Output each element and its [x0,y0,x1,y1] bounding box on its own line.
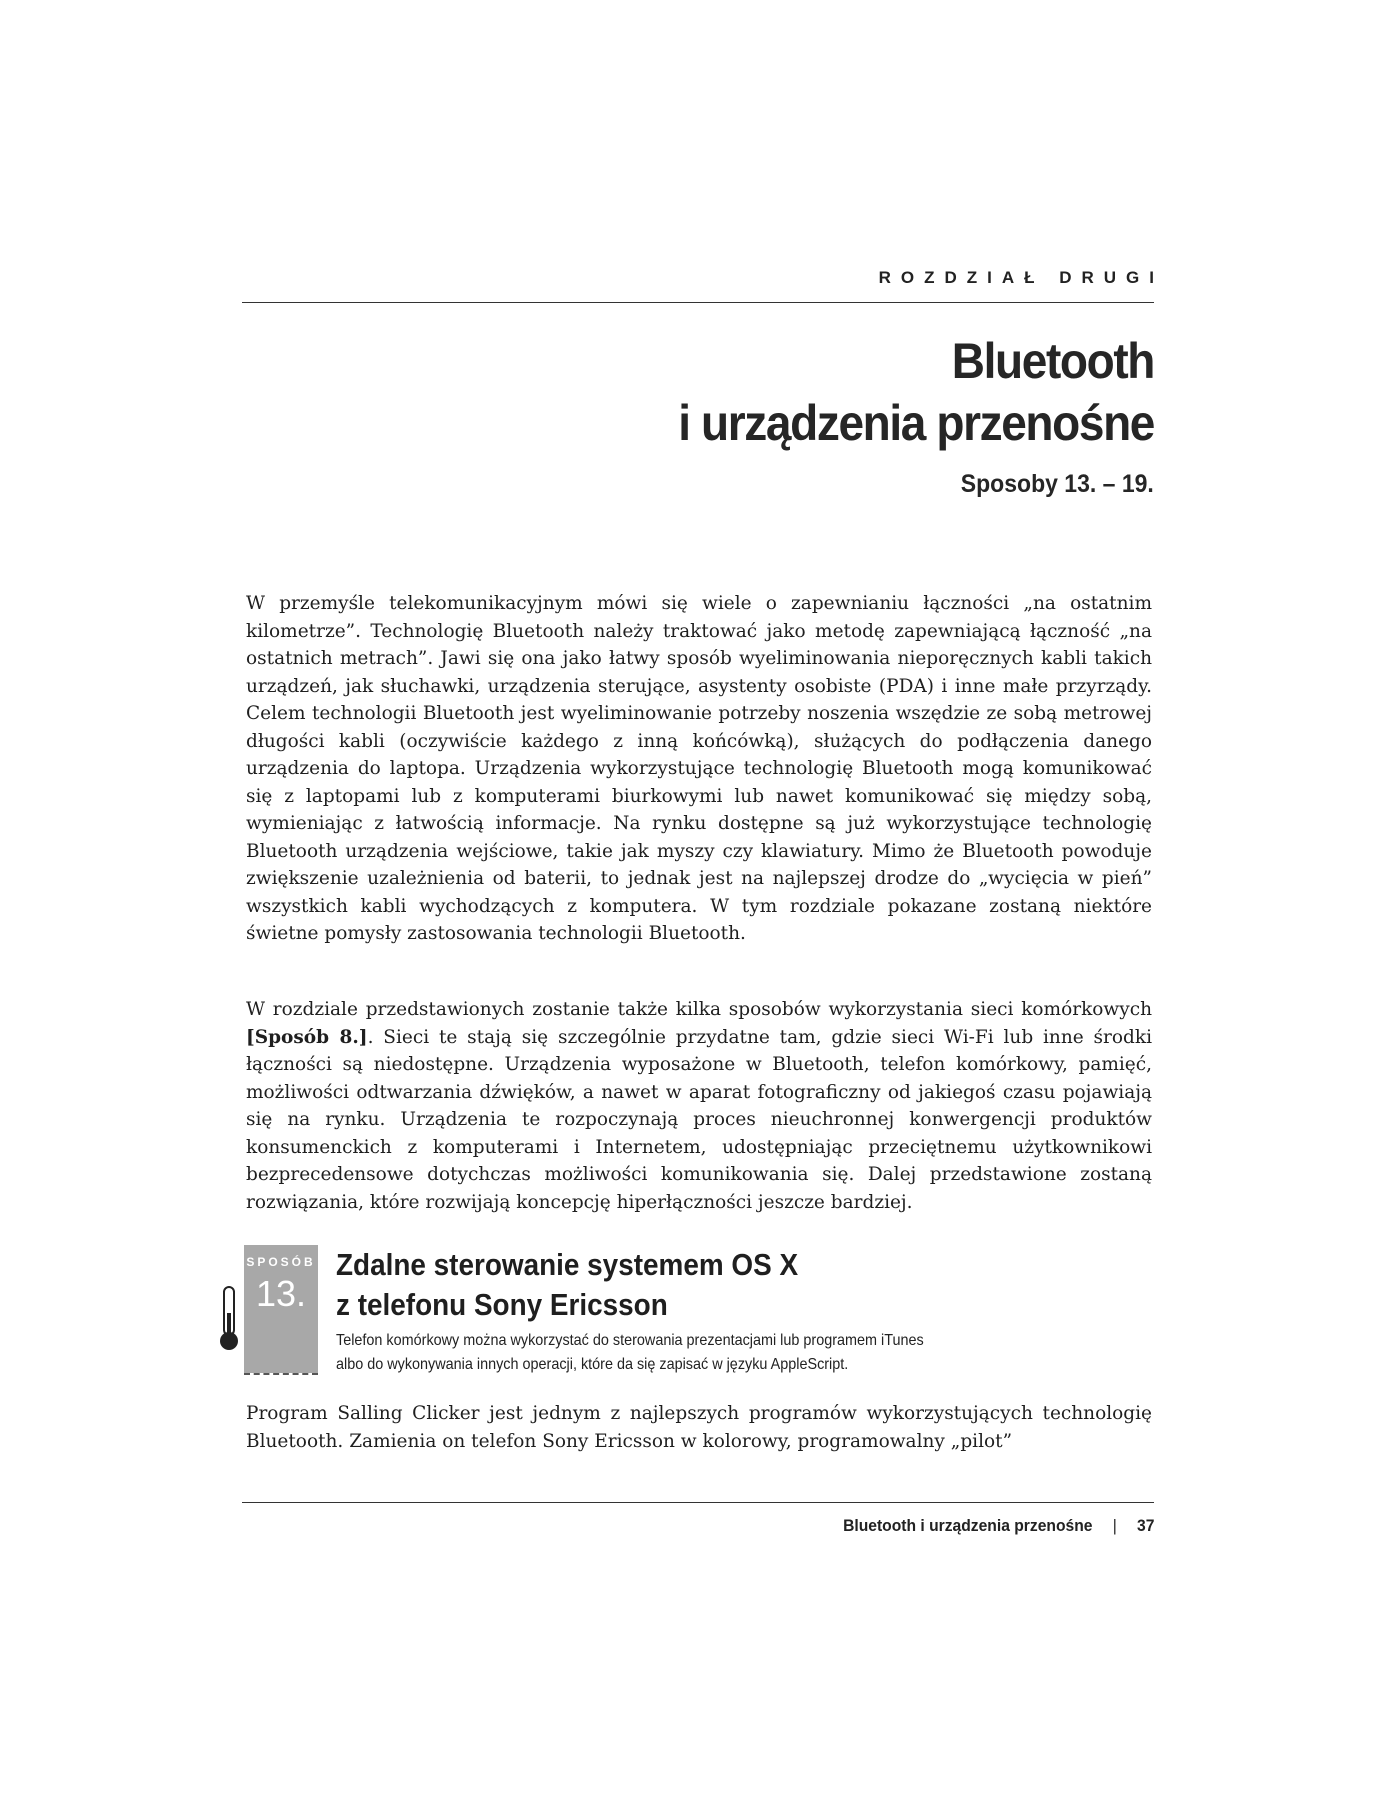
paragraph-2-text-after: . Sieci te stają się szczególnie przydatne tam, gdzie sieci Wi-Fi lub inne środki łączności są niedostępne. Urządzenia wyposażone w Bluetooth, telefon komórkowy, pamięć, możliwości odtwarzania dźwięków, a nawet w aparat fotograficzny od jakiegoś czasu pojawiają się na rynku. Urządzenia te rozpoczynają proces nieuchronnej konwergencji produktów konsumenckich z komputerami i Internetem, udostępniając przeciętnemu użytkownikowi bezprecedensowe dotychczas możliwości komunikowania się. Dalej przedstawione zostaną rozwiązania, które rozwijają koncepcję hiperłączności jeszcze bardziej. [246,1026,1152,1213]
cross-reference: [Sposób 8.] [246,1026,368,1048]
header-rule [242,302,1154,303]
chapter-title [510,330,1154,454]
footer-separator: | [1112,1516,1117,1535]
hack-title-line-1: Zdalne sterowanie systemem OS X [336,1247,799,1282]
hack-tab-dashed-rule [244,1373,318,1375]
hack-body-paragraph: Program Salling Clicker jest jednym z najlepszych programów wykorzystujących technologię Bluetooth. Zamienia on telefon Sony Ericsson w kolorowy, programowalny „pilot” [246,1403,1152,1452]
page-footer [843,1516,1154,1536]
intro-paragraph-2 [246,996,1152,1216]
hack-description-line-1: Telefon komórkowy można wykorzystać do sterowania prezentacjami lub programem iTunes [336,1332,924,1349]
hack-tab-word: SPOSÓB [246,1255,316,1269]
intro-paragraph-1: W przemyśle telekomunikacyjnym mówi się wiele o zapewnianiu łączności „na ostatnim kilometrze”. Technologię Bluetooth należy traktować jako metodę zapewniającą łączność „na ostatnich metrach”. Jawi się ona jako łatwy sposób wyeliminowania nieporęcznych kabli takich urządzeń, jak słuchawki, urządzenia sterujące, asystenty osobiste (PDA) i inne małe przyrządy. Celem technologii Bluetooth jest wyeliminowanie potrzeby noszenia wszędzie ze sobą metrowej długości kabli (oczywiście każdego z inną końcówką), służących do podłączenia danego urządzenia do laptopa. Urządzenia wykorzystujące technologię Bluetooth mogą komunikować się z laptopami lub z komputerami biurkowymi lub nawet komunikować się między sobą, wymieniając z łatwością informacje. Na rynku dostępne są już wykorzystujące technologię Bluetooth urządzenia wejściowe, takie jak myszy czy klawiatury. Mimo że Bluetooth powoduje zwiększenie uzależnienia od baterii, to jednak jest na najlepszej drodze do „wycięcia w pień” wszystkich kabli wychodzących z komputera. W tym rozdziale pokazane zostaną niektóre świetne pomysły zastosowania technologii Bluetooth. [246,593,1152,944]
chapter-label: ROZDZIAŁ DRUGI [878,268,1164,287]
hack-description-line-2: albo do wykonywania innych operacji, które da się zapisać w języku AppleScript. [336,1356,849,1373]
hack-number: 13. [255,1273,307,1314]
chapter-subtitle: Sposoby 13. – 19. [960,470,1154,498]
chapter-title-line-2: i urządzenia przenośne [678,395,1154,451]
page-number: 37 [1136,1516,1154,1535]
chapter-title-line-1: Bluetooth [951,333,1154,389]
hack-title [336,1245,798,1325]
footer-running-title: Bluetooth i urządzenia przenośne [842,1516,1093,1535]
hack-description [336,1329,924,1377]
hack-title-line-2: z telefonu Sony Ericsson [336,1287,668,1322]
hack-heading-block [212,1245,1162,1380]
thermometer-icon [214,1285,244,1355]
footer-rule [242,1502,1154,1503]
hack-number-tab [244,1245,318,1373]
paragraph-2-text-before: W rozdziale przedstawionych zostanie także kilka sposobów wykorzystania sieci komórkowych [246,999,1152,1020]
